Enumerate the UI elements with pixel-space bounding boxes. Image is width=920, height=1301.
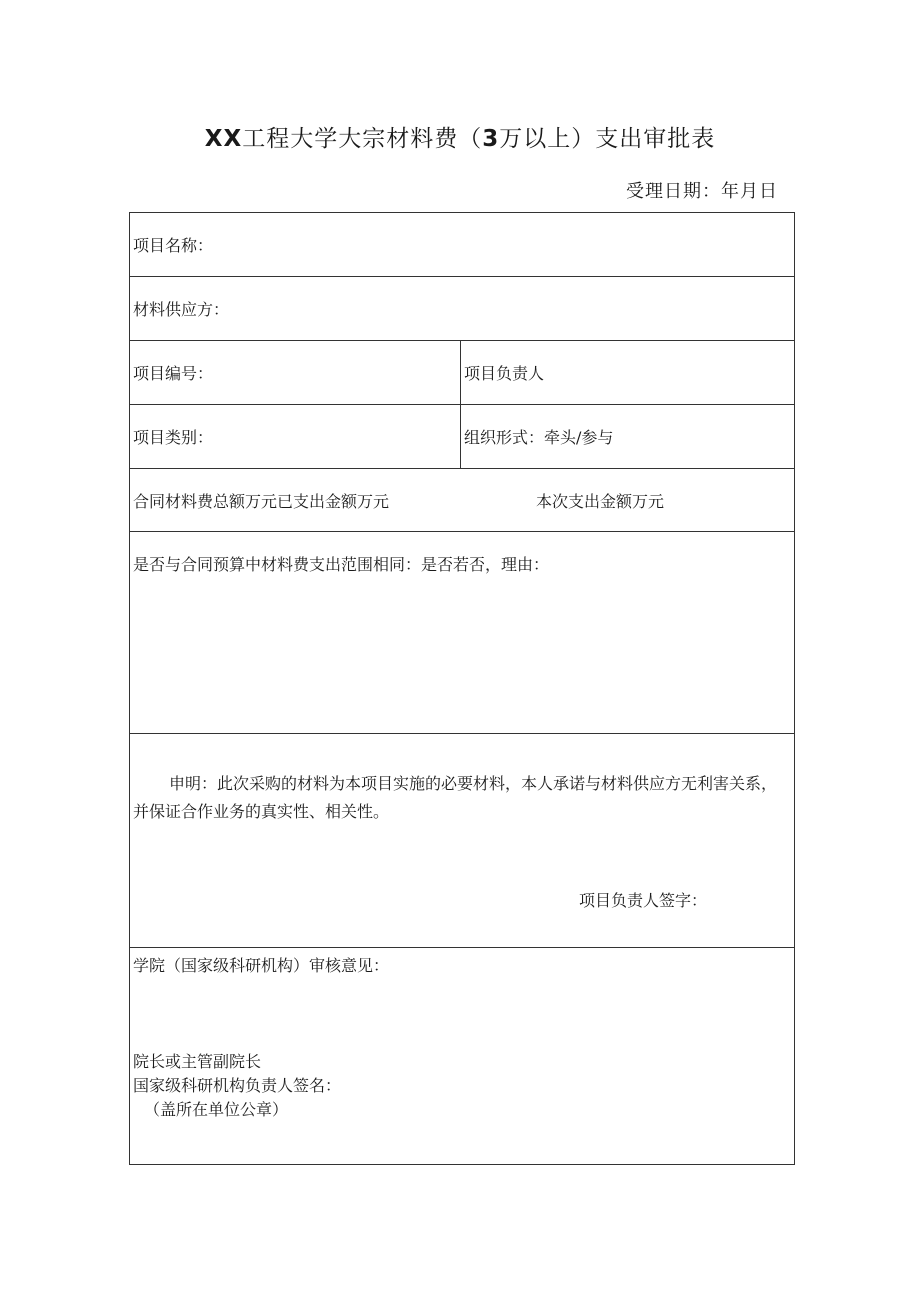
approval-form-table (129, 212, 795, 1165)
statement-text: 申明：此次采购的材料为本项目实施的必要材料，本人承诺与材料供应方无利害关系，并保证合作业务的真实性、相关性。 (133, 774, 778, 821)
college-opinion-label: 学院（国家级科研机构）审核意见： (133, 956, 390, 975)
row-category-org (130, 405, 795, 469)
page-title (0, 120, 920, 153)
title-prefix: XX (204, 126, 243, 152)
title-number: 3 (482, 126, 500, 152)
title-main: 工程大学大宗材料费（ (242, 126, 483, 152)
title-tail: 万以上）支出审批表 (499, 126, 716, 152)
project-leader-field[interactable]: 项目负责人 (461, 341, 795, 405)
row-project-name (130, 213, 795, 277)
college-opinion-cell (130, 948, 795, 1165)
row-supplier (130, 277, 795, 341)
leader-signature-label[interactable]: 项目负责人签字： (579, 891, 708, 910)
current-expense-text: 本次支出金额万元 (536, 491, 665, 511)
statement-cell (130, 734, 795, 948)
budget-question-field[interactable]: 是否与合同预算中材料费支出范围相同：是否若否，理由： (130, 532, 795, 734)
row-statement (130, 734, 795, 948)
row-amounts (130, 469, 795, 532)
institute-head-signature-line[interactable]: 国家级科研机构负责人签名： (133, 1076, 342, 1095)
row-budget-question (130, 532, 795, 734)
project-category-field[interactable]: 项目类别： (130, 405, 461, 469)
contract-amount-text: 合同材料费总额万元已支出金额万元 (133, 491, 390, 511)
organization-form-field[interactable]: 组织形式：牵头/参与 (461, 405, 795, 469)
row-college-opinion (130, 948, 795, 1165)
row-number-leader (130, 341, 795, 405)
supplier-field[interactable]: 材料供应方： (130, 277, 795, 341)
project-number-field[interactable]: 项目编号： (130, 341, 461, 405)
seal-line: （盖所在单位公章） (144, 1100, 289, 1119)
dean-line: 院长或主管副院长 (133, 1052, 262, 1071)
acceptance-date: 受理日期：年月日 (626, 181, 778, 202)
project-name-field[interactable]: 项目名称： (130, 213, 795, 277)
amounts-field[interactable] (130, 469, 795, 532)
